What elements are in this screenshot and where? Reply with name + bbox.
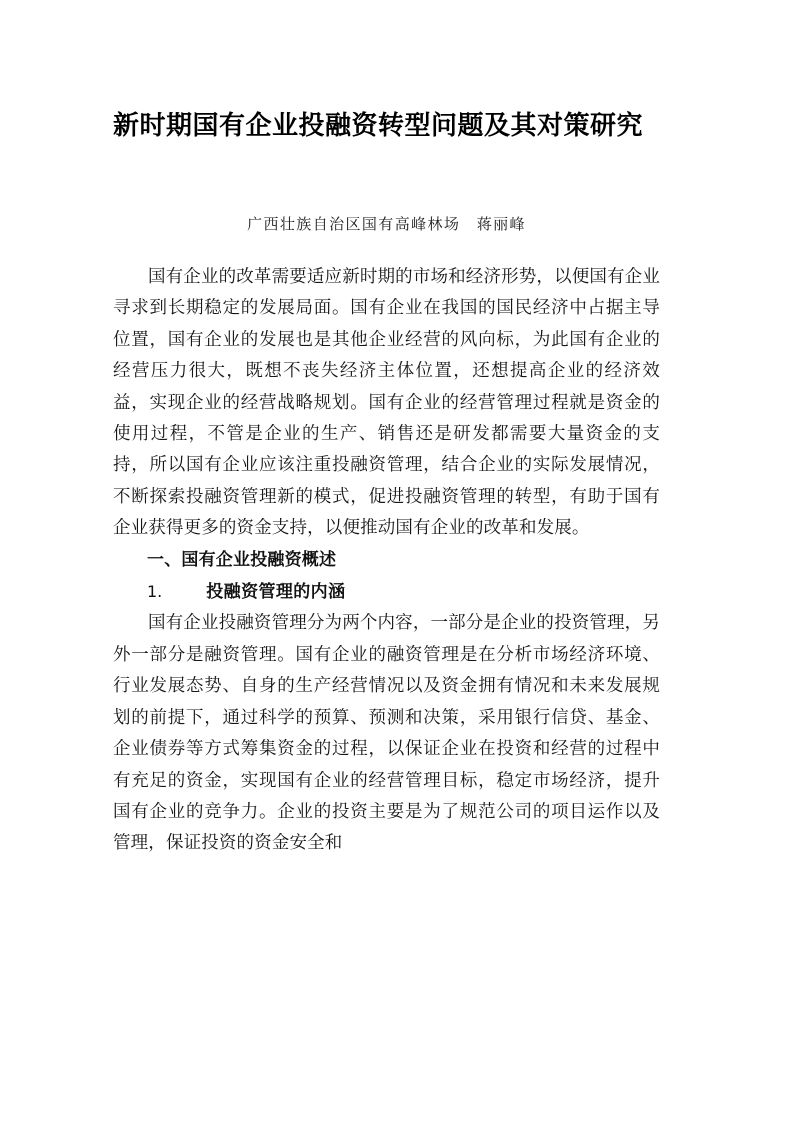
author-affiliation-line: 广西壮族自治区国有高峰林场 蒋丽峰 <box>247 215 526 233</box>
subsection-heading-label: 投融资管理的内涵 <box>206 582 346 603</box>
body-paragraph-investment-financing-definition: 国有企业投融资管理分为两个内容，一部分是企业的投资管理，另外一部分是融资管理。国有企业的融资管理是在分析市场经济环境、行业发展态势、自身的生产经营情况以及资金拥有情况和未来发展规划的前提下，通过科学的预算、预测和决策，采用银行信贷、基金、企业债券等方式筹集资金的过程，以保证企业在投资和经营的过程中有充足的资金，实现国有企业的经营管理目标，稳定市场经济，提升国有企业的竞争力。企业的投资主要是为了规范公司的项目运作以及管理，保证投资的资金安全和 <box>113 613 660 854</box>
subsection-number: 1. <box>147 582 163 602</box>
body-paragraph-intro: 国有企业的改革需要适应新时期的市场和经济形势，以便国有企业寻求到长期稳定的发展局面。国有企业在我国的国民经济中占据主导位置，国有企业的发展也是其他企业经营的风向标，为此国有企业的经营压力很大，既想不丧失经济主体位置，还想提高企业的经济效益，实现企业的经营战略规划。国有企业的经营管理过程就是资金的使用过程，不管是企业的生产、销售还是研发都需要大量资金的支持，所以国有企业应该注重投融资管理，结合企业的实际发展情况，不断探索投融资管理新的模式，促进投融资管理的转型，有助于国有企业获得更多的资金支持，以便推动国有企业的改革和发展。 <box>113 267 660 539</box>
document-content-column <box>113 104 660 860</box>
subsection-heading-row <box>113 576 660 608</box>
page-title: 新时期国有企业投融资转型问题及其对策研究 <box>113 111 644 141</box>
section-heading-overview: 一、国有企业投融资概述 <box>147 549 337 570</box>
